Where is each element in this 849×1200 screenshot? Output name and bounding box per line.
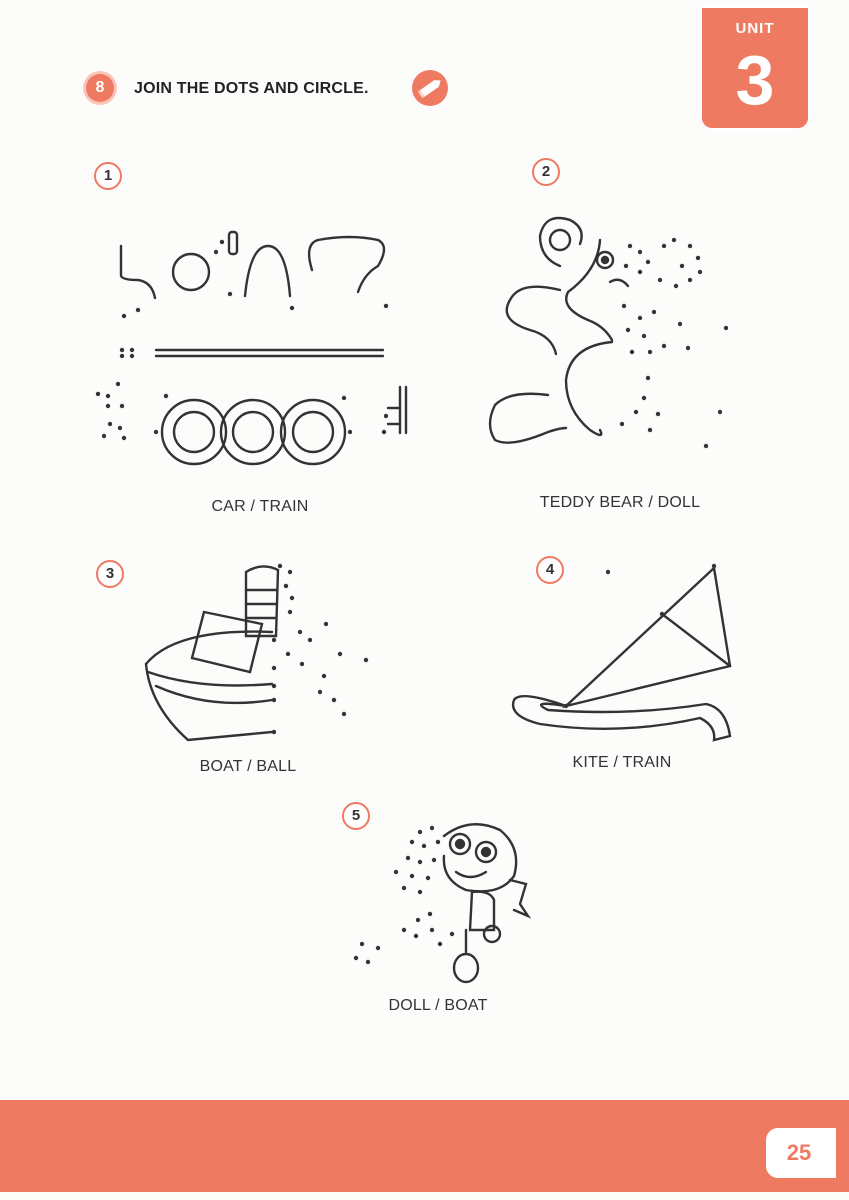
unit-number: 3 [735,41,775,119]
item-number-2: 2 [532,158,560,186]
boat-drawing [146,566,278,740]
train-drawing [121,232,406,464]
item-number-5: 5 [342,802,370,830]
item-number-1: 1 [94,162,122,190]
item-number-3: 3 [96,560,124,588]
caption-item-5: DOLL / BOAT [388,997,488,1014]
footer-band [0,1100,849,1192]
kite-drawing [513,568,730,740]
girl-drawing [444,824,528,982]
caption-item-3: BOAT / BALL [199,758,297,775]
item-number-4: 4 [536,556,564,584]
caption-item-2: TEDDY BEAR / DOLL [539,494,701,511]
teddy-bear-drawing [490,218,628,443]
caption-item-4: KITE / TRAIN [572,754,672,771]
caption-item-1: CAR / TRAIN [211,498,309,515]
unit-label: UNIT [735,20,775,37]
page-number: 25 [786,1140,812,1165]
exercise-instruction: JOIN THE DOTS AND CIRCLE. [134,80,369,97]
exercise-number-badge: 8 [86,74,114,102]
